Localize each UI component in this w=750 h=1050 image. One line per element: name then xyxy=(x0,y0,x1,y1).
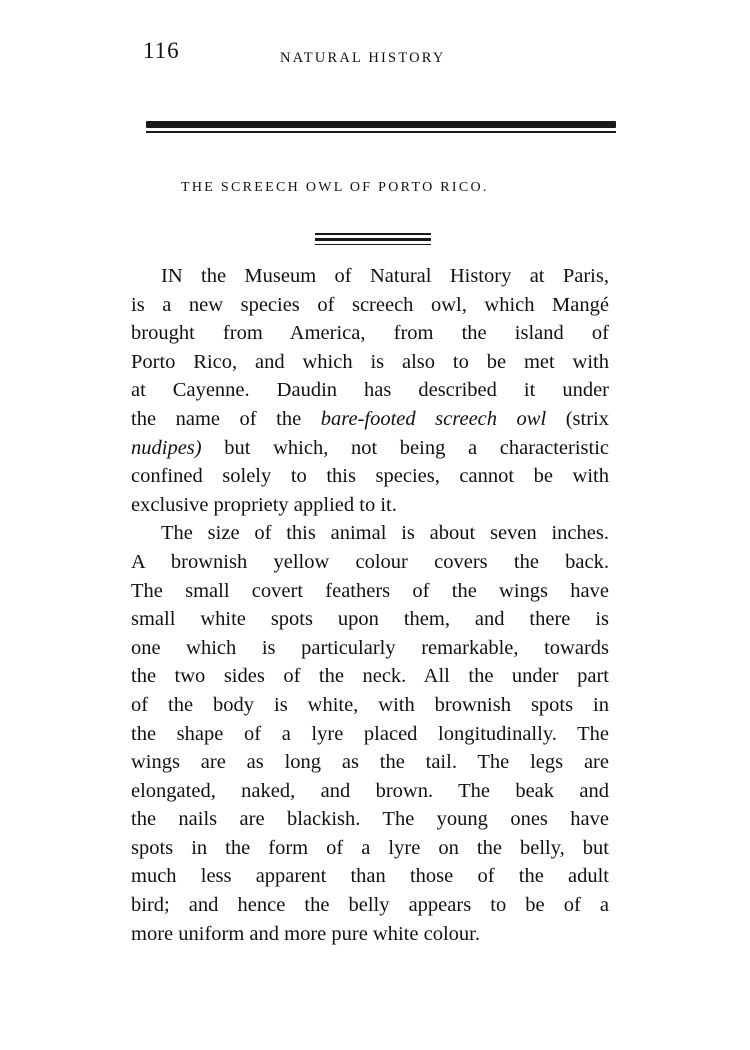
text-line: is a new species of screech owl, which Mangé xyxy=(131,293,609,316)
header-rule xyxy=(146,121,616,128)
text-line: exclusive propriety applied to it. xyxy=(131,493,397,516)
title-rule-bottom xyxy=(315,244,431,245)
text-line xyxy=(131,405,609,434)
text-run: (strix xyxy=(546,407,609,430)
paragraph-1 xyxy=(131,262,609,519)
text-line: brought from America, from the island of xyxy=(131,322,609,345)
text-line xyxy=(131,434,609,463)
title-rule-middle xyxy=(315,238,431,241)
text-line: The size of this animal is about seven inches. xyxy=(161,522,609,545)
text-line: confined solely to this species, cannot be with xyxy=(131,465,609,488)
page-number: 116 xyxy=(143,38,180,63)
text-run: the name of the xyxy=(131,407,321,430)
text-line: at Cayenne. Daudin has described it under xyxy=(131,379,609,402)
text-line: The small covert feathers of the wings have xyxy=(131,579,609,602)
header-rule-underline xyxy=(146,131,616,133)
text-line: bird; and hence the belly appears to be of a xyxy=(131,894,609,917)
section-title: THE SCREECH OWL OF PORTO RICO. xyxy=(181,180,489,195)
text-line: elongated, naked, and brown. The beak and xyxy=(131,779,609,802)
paragraph-2 xyxy=(131,519,609,948)
running-head: NATURAL HISTORY xyxy=(280,50,446,66)
text-line: the shape of a lyre placed longitudinally. The xyxy=(131,722,609,745)
text-line: more uniform and more pure white colour. xyxy=(131,922,480,945)
text-line: A brownish yellow colour covers the back. xyxy=(131,550,609,573)
text-line: the nails are blackish. The young ones have xyxy=(131,808,609,831)
text-line: small white spots upon them, and there is xyxy=(131,608,609,631)
text-run: but which, not being a characteristic xyxy=(201,436,609,459)
text-line: the two sides of the neck. All the under part xyxy=(131,665,609,688)
text-line: one which is particularly remarkable, towards xyxy=(131,636,609,659)
text-line: of the body is white, with brownish spots in xyxy=(131,693,609,716)
text-line: wings are as long as the tail. The legs are xyxy=(131,751,609,774)
body-text xyxy=(131,262,609,948)
text-line: IN the Museum of Natural History at Paris, xyxy=(161,265,609,287)
text-line: much less apparent than those of the adult xyxy=(131,865,609,888)
text-line: Porto Rico, and which is also to be met with xyxy=(131,350,609,373)
text-line: spots in the form of a lyre on the belly, but xyxy=(131,836,609,859)
title-rule-top xyxy=(315,233,431,235)
italic-term: nudipes) xyxy=(131,436,202,459)
italic-term: bare-footed screech owl xyxy=(320,407,547,430)
